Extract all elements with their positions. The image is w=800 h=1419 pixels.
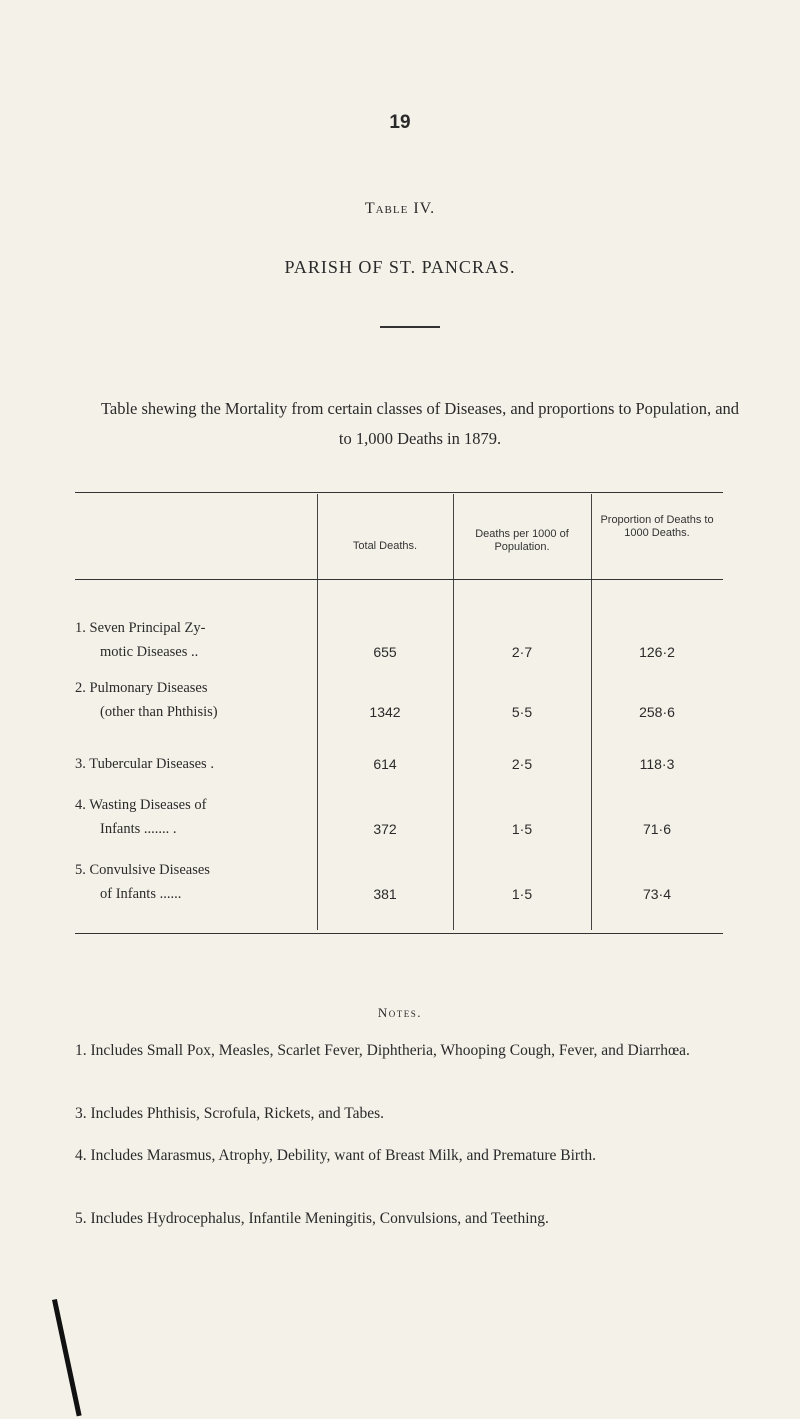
cell-proportion: 258·6: [639, 704, 675, 720]
header-rule: [75, 579, 723, 580]
table-top-rule: [75, 492, 723, 493]
cell-proportion: 126·2: [639, 644, 675, 660]
cell-per-1000: 1·5: [511, 821, 533, 837]
note-item: 5. Includes Hydrocephalus, Infantile Meningitis, Convulsions, and Teething.: [75, 1210, 549, 1227]
cell-total: 381: [373, 886, 397, 902]
cell-proportion: 71·6: [642, 821, 672, 837]
table-row-label: 3. Tubercular Diseases .: [75, 756, 214, 772]
header-proportion: Proportion of Deaths to 1000 Deaths.: [600, 514, 714, 539]
table-label: Table IV.: [364, 200, 436, 217]
note-item: 3. Includes Phthisis, Scrofula, Rickets, and Tabes.: [75, 1105, 385, 1122]
cell-per-1000: 1·5: [511, 886, 533, 902]
title-rule: [380, 326, 440, 328]
table-row-label: 4. Wasting Diseases of: [75, 797, 207, 813]
page-number: 19: [389, 112, 411, 133]
table-row-label: 2. Pulmonary Diseases: [75, 680, 208, 696]
table-row-label: 1. Seven Principal Zy-: [75, 620, 206, 636]
notes-heading: Notes.: [377, 1005, 423, 1020]
header-total-deaths: Total Deaths.: [352, 540, 418, 552]
header-deaths-per-1000: Deaths per 1000 of Population.: [475, 528, 569, 553]
cell-total: 655: [373, 644, 397, 660]
parish-title: PARISH OF ST. PANCRAS.: [284, 257, 516, 277]
cell-total: 372: [373, 821, 397, 837]
table-row-label: of Infants ......: [100, 886, 182, 902]
table-row-label: 5. Convulsive Diseases: [75, 862, 210, 878]
cell-per-1000: 5·5: [511, 704, 533, 720]
margin-mark: [52, 1299, 82, 1416]
note-item: 4. Includes Marasmus, Atrophy, Debility, want of Breast Milk, and Premature Birth.: [75, 1147, 597, 1164]
cell-proportion: 73·4: [642, 886, 672, 902]
table-caption: Table shewing the Mortality from certain classes of Diseases, and proportions to Population, and to 1,000 Deaths in 1879.: [100, 399, 740, 448]
table-bottom-rule: [75, 933, 723, 934]
cell-total: 1342: [369, 704, 401, 720]
table-row-label: (other than Phthisis): [100, 704, 218, 720]
table-row-label: Infants ....... .: [100, 821, 177, 837]
cell-total: 614: [373, 756, 397, 772]
cell-per-1000: 2·5: [511, 756, 533, 772]
note-item: 1. Includes Small Pox, Measles, Scarlet Fever, Diphtheria, Whooping Cough, Fever, and Diarrhœa.: [75, 1042, 690, 1059]
cell-proportion: 118·3: [639, 756, 675, 772]
cell-per-1000: 2·7: [511, 644, 533, 660]
table-row-label: motic Diseases ..: [100, 644, 199, 660]
